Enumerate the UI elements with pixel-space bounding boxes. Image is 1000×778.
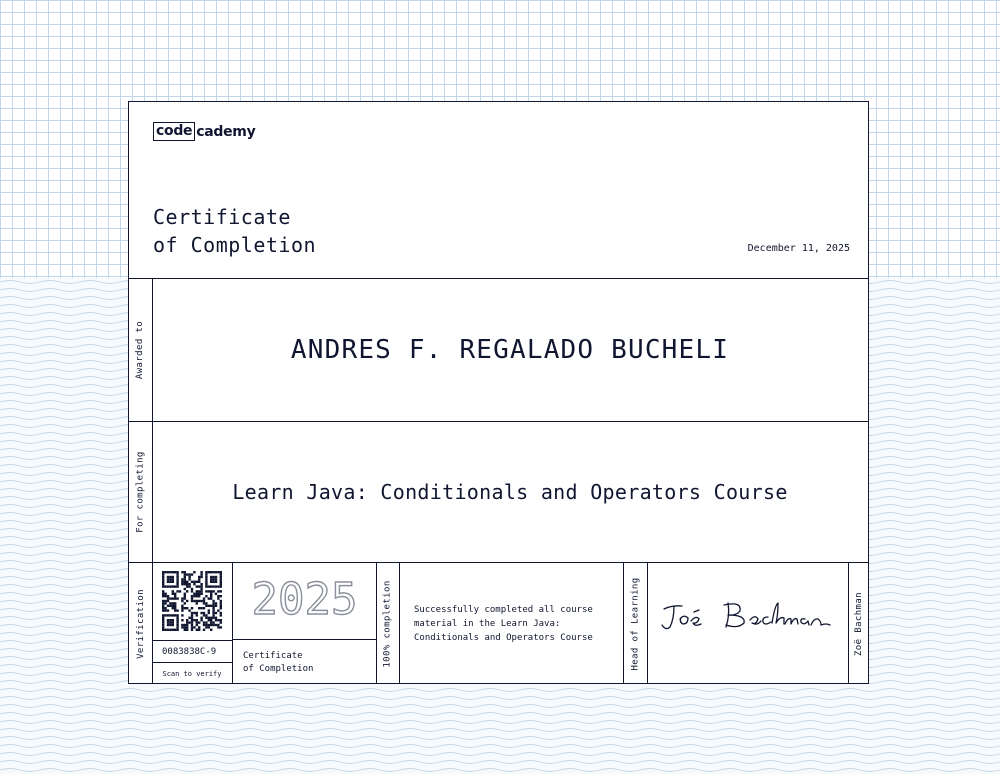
certificate-year: 2025 xyxy=(251,574,358,625)
signature-image xyxy=(658,597,838,637)
head-of-learning-label: Head of Learning xyxy=(631,576,642,671)
awarded-label-cell xyxy=(129,279,153,421)
completion-label: 100% completion xyxy=(383,579,393,668)
signature-cell xyxy=(648,563,849,684)
year-cell xyxy=(233,563,377,684)
verification-section xyxy=(129,563,868,684)
verification-label-cell xyxy=(129,563,153,684)
certificate xyxy=(128,101,869,684)
codecademy-logo xyxy=(153,122,255,141)
course-name: Learn Java: Conditionals and Operators Course xyxy=(232,480,788,504)
logo-text: cademy xyxy=(196,123,256,140)
issue-date: December 11, 2025 xyxy=(747,243,850,254)
logo-box-text: code xyxy=(153,122,195,141)
completion-label-cell xyxy=(377,563,400,684)
scan-to-verify: Scan to verify xyxy=(162,670,222,678)
signer-name: Zoë Bachman xyxy=(854,591,865,656)
completion-description: Successfully completed all course material in the Learn Java: Conditionals and Operators Course xyxy=(400,563,624,684)
qr-code[interactable] xyxy=(162,571,222,631)
head-of-learning-cell xyxy=(625,563,648,684)
certificate-header xyxy=(129,102,868,279)
verification-code: 0083838C-9 xyxy=(152,640,232,663)
certificate-title: Certificate of Completion xyxy=(153,205,317,257)
qr-cell xyxy=(152,563,233,684)
completing-section xyxy=(129,422,868,563)
completing-label: For completing xyxy=(135,451,146,533)
verification-label: Verification xyxy=(135,588,146,659)
awarded-section xyxy=(129,279,868,422)
completing-label-cell xyxy=(129,422,153,562)
year-caption: Certificate of Completion xyxy=(233,639,376,684)
recipient-name: ANDRES F. REGALADO BUCHELI xyxy=(290,335,730,365)
signer-name-cell xyxy=(849,563,869,684)
awarded-label: Awarded to xyxy=(135,320,146,380)
